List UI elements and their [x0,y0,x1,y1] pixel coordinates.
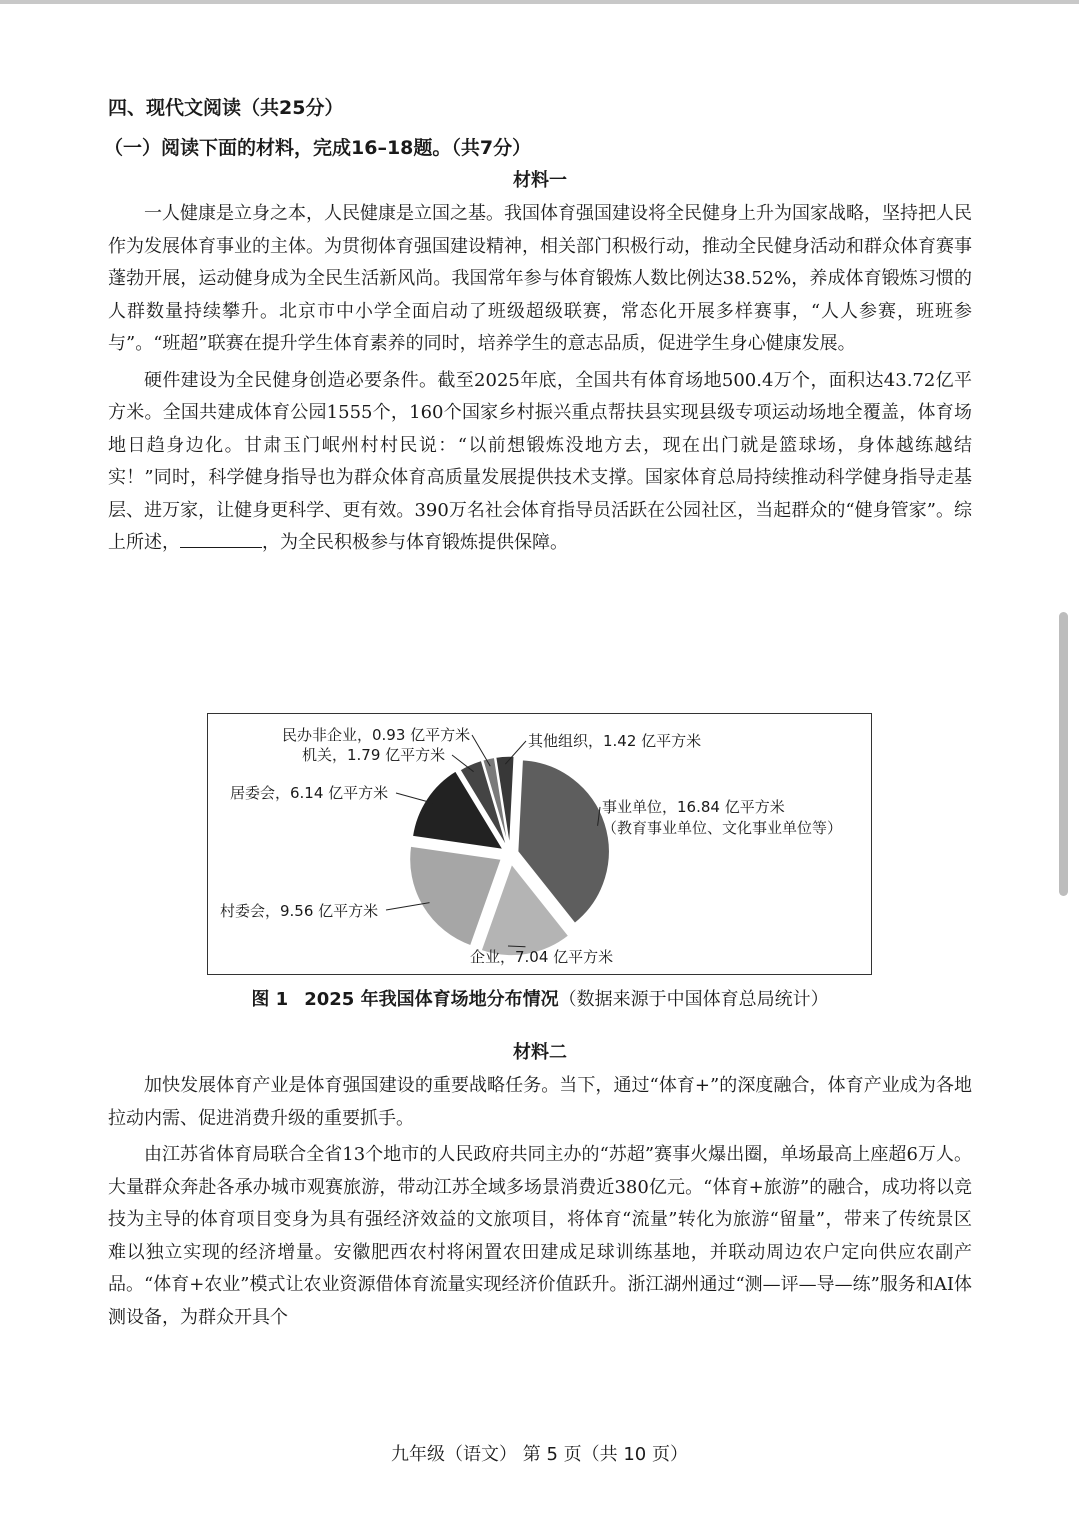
pie-chart-figure [207,713,872,975]
fill-in-blank [180,529,262,548]
top-edge [0,0,1079,4]
figure-caption [108,985,972,1011]
scrollbar-thumb[interactable] [1059,612,1068,896]
caption-title: 2025 年我国体育场地分布情况 [304,989,559,1010]
material1-paragraph-2-before: 硬件建设为全民健身创造必要条件。截至2025年底，全国共有体育场地500.4万个，面积达43.72亿平方米。全国共建成体育公园1555个，160个国家乡村振兴重点帮扶县实现县级专项运动场地全覆盖，体育场地日趋身边化。甘肃玉门岷州村村民说：“以前想锻炼没地方去，现在出门就是篮球场，身体越练越结实！”同时，科学健身指导也为群众体育高质量发展提供技术支撑。国家体育总局持续推动科学健身指导走基层、进万家，让健身更科学、更有效。390万名社会体育指导员活跃在公园社区，当起群众的“健身管家”。综上所述， [108,369,972,553]
material1-paragraph-1: 一人健康是立身之本，人民健康是立国之基。我国体育强国建设将全民健身上升为国家战略，坚持把人民作为发展体育事业的主体。为贯彻体育强国建设精神，相关部门积极行动，推动全民健身活动和群众体育赛事蓬勃开展，运动健身成为全民生活新风尚。我国常年参与体育锻炼人数比例达38.52%，养成体育锻炼习惯的人群数量持续攀升。北京市中小学全面启动了班级超级联赛，常态化开展多样赛事，“人人参赛，班班参与”。“班超”联赛在提升学生体育素养的同时，培养学生的意志品质，促进学生身心健康发展。 [108,203,972,354]
caption-source: （数据来源于中国体育总局统计） [558,989,829,1010]
material2-paragraph-2: 由江苏省体育局联合全省13个地市的人民政府共同主办的“苏超”赛事火爆出圈，单场最高上座超6万人。大量群众奔赴各承办城市观赛旅游，带动江苏全域多场景消费近380亿元。“体育+旅游”的融合，成功将以竞技为主导的体育项目变身为具有强经济效益的文旅项目，将体育“流量”转化为旅游“留量”，带来了传统景区难以独立实现的经济增量。安徽肥西农村将闲置农田建成足球训练基地，并联动周边农户定向供应农副产品。“体育+农业”模式让农业资源借体育流量实现经济价值跃升。浙江湖州通过“测—评—导—练”服务和AI体测设备，为群众开具个 [108,1144,972,1328]
pie-label-6: 其他组织，1.42 亿平方米 [528,732,702,750]
pie-label-note-0: （教育事业单位、文化事业单位等） [602,819,843,837]
pie-label-5: 民办非企业，0.93 亿平方米 [282,726,471,744]
page-lower [108,1040,972,1334]
pie-chart [208,714,870,973]
material1-paragraph-2 [108,365,972,560]
material1-paragraph-2-after: ，为全民积极参与体育锻炼提供保障。 [262,532,568,553]
pie-label-2: 村委会，9.56 亿平方米 [220,902,379,920]
material2-paragraph-1: 加快发展体育产业是体育强国建设的重要战略任务。当下，通过“体育+”的深度融合，体育产业成为各地拉动内需、促进消费升级的重要抓手。 [108,1075,972,1129]
pie-leader-1 [508,946,525,947]
pie-label-3: 居委会，6.14 亿平方米 [230,784,389,802]
section-heading: 四、现代文阅读（共25分） [108,97,344,119]
sub-heading: （一）阅读下面的材料，完成16–18题。（共7分） [104,137,532,159]
pie-label-1: 企业，7.04 亿平方米 [470,948,614,966]
pie-label-0: 事业单位，16.84 亿平方米 [602,798,785,816]
material1-title: 材料一 [513,170,567,191]
page-upper [104,96,972,560]
page-footer: 九年级（语文） 第 5 页（共 10 页） [391,1444,688,1465]
pie-label-4: 机关，1.79 亿平方米 [302,746,446,764]
material2-title: 材料二 [513,1042,567,1063]
caption-number: 图 1 [251,989,289,1010]
